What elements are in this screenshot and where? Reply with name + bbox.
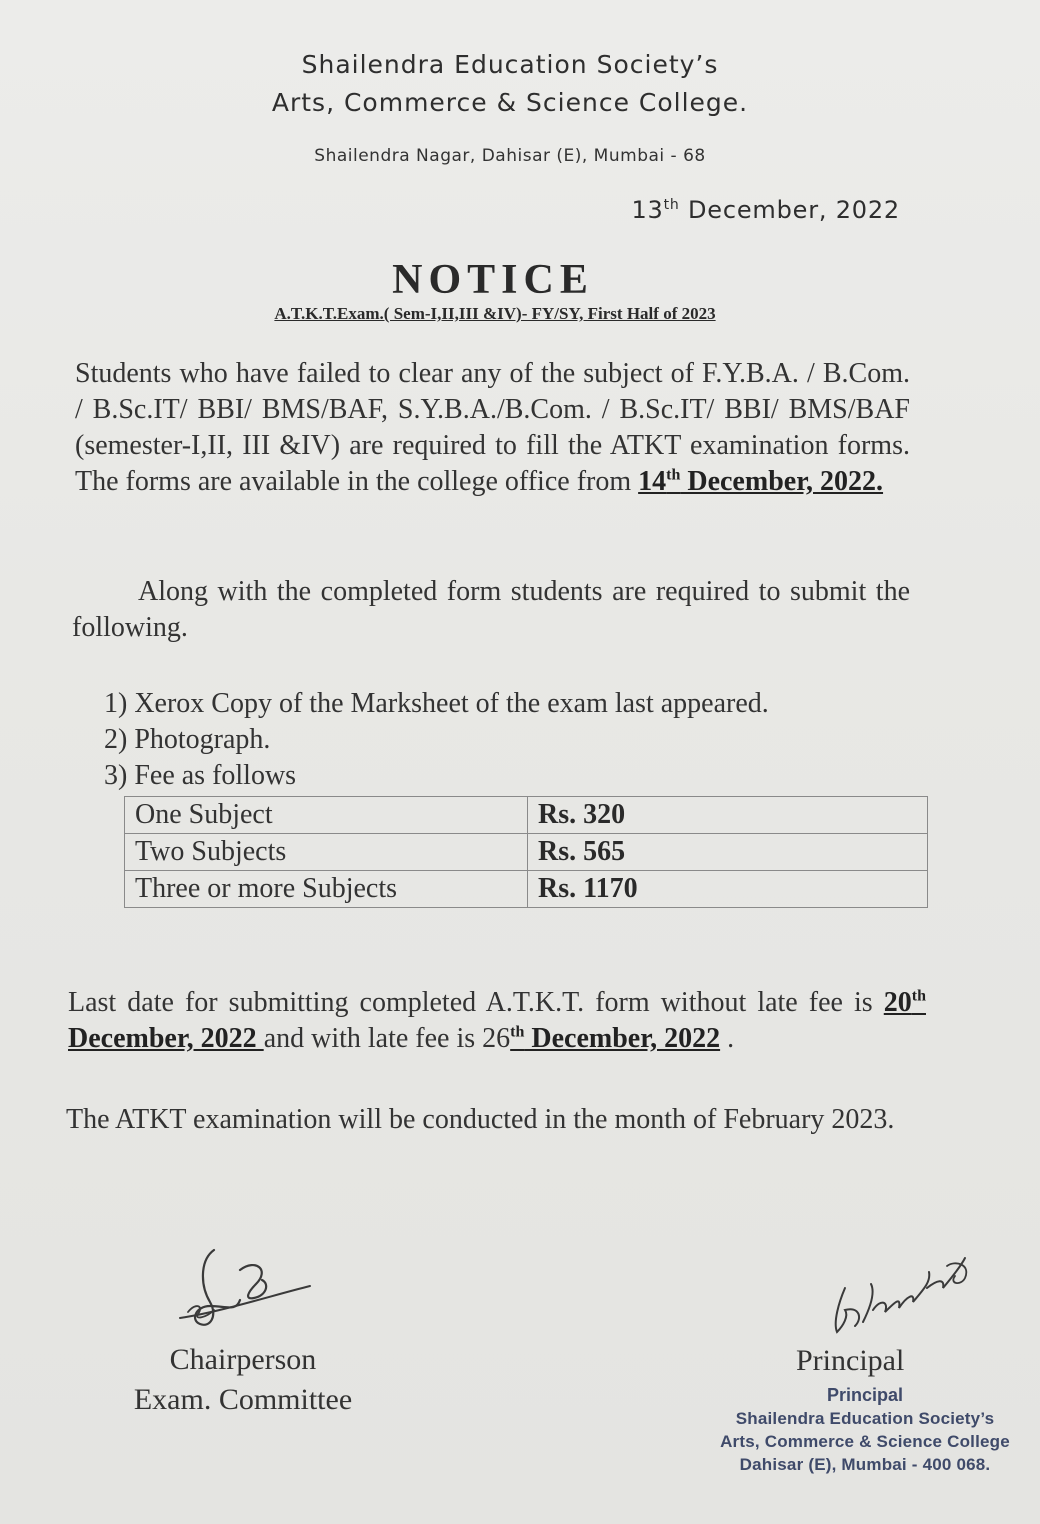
paragraph-exam-month: The ATKT examination will be conducted in the month of February 2023.: [66, 1104, 895, 1135]
table-row: [125, 871, 928, 908]
fee-table: [124, 796, 928, 908]
table-row: [125, 797, 928, 834]
fee-label: Two Subjects: [125, 834, 528, 871]
list-item: 2) Photograph.: [104, 724, 271, 755]
fee-amount: Rs. 320: [528, 797, 928, 834]
notice-title: NOTICE: [392, 257, 594, 303]
paragraph-submission: Along with the completed form students are required to submit the following.: [72, 576, 910, 643]
college-address: Shailendra Nagar, Dahisar (E), Mumbai - 68: [314, 146, 706, 166]
society-name: Shailendra Education Society’s: [301, 50, 719, 79]
requirements-list: [104, 686, 769, 794]
paragraph-last-date: Last date for submitting completed A.T.K.T. form without late fee is 20th December, 2022 and with late fee is 26th December, 2022 .: [68, 987, 926, 1054]
chairperson-signature: [170, 1240, 320, 1340]
list-item: 1) Xerox Copy of the Marksheet of the exam last appeared.: [104, 688, 769, 719]
last-date-without-fee: 20th December, 2022: [68, 987, 926, 1054]
college-name: Arts, Commerce & Science College.: [271, 88, 749, 117]
fee-label: One Subject: [125, 797, 528, 834]
last-date-with-fee: $^{th}$ December, 2022: [510, 1023, 721, 1054]
forms-available-date: 14th December, 2022.: [638, 466, 884, 497]
list-item: 3) Fee as follows: [104, 760, 297, 791]
chairperson-title: Chairperson Exam. Committee: [133, 1343, 353, 1416]
principal-signature: [815, 1236, 985, 1346]
paragraph-eligibility: Students who have failed to clear any of the subject of F.Y.B.A. / B.Com. / B.Sc.IT/ BBI/ BMS/BAF, S.Y.B.A./B.Com. / B.Sc.IT/ BBI/ BMS/BAF (semester-I,II, III &IV) are required to fill the ATKT examination forms. The forms are available in the college office from 14th December, 2022.: [75, 358, 910, 497]
notice-date: 13th December, 2022: [631, 196, 900, 224]
table-row: [125, 834, 928, 871]
principal-title: Principal: [796, 1344, 905, 1377]
notice-subtitle: A.T.K.T.Exam.( Sem-I,II,III &IV)- FY/SY, First Half of 2023: [274, 304, 716, 323]
fee-label: Three or more Subjects: [125, 871, 528, 908]
college-stamp: Principal Shailendra Education Society’s Arts, Commerce & Science College Dahisar (E), Mumbai - 400 068.: [720, 1385, 1010, 1474]
fee-amount: Rs. 565: [528, 834, 928, 871]
fee-amount: Rs. 1170: [528, 871, 928, 908]
